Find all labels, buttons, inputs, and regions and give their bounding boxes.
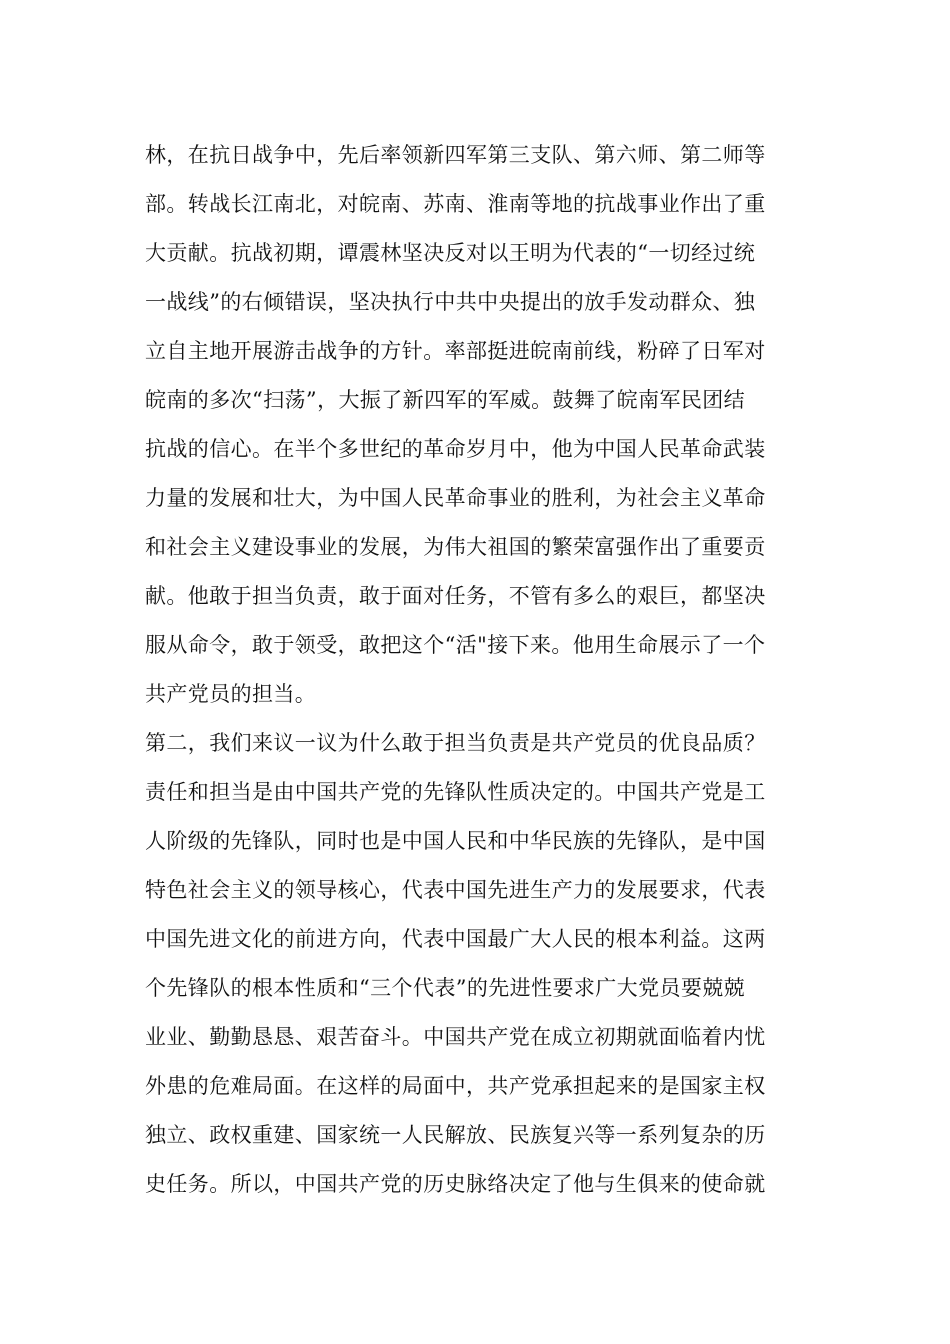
text-line: 立自主地开展游击战争的方针。率部挺进皖南前线，粉碎了日军对 bbox=[145, 339, 766, 363]
text-line: 力量的发展和壮大，为中国人民革命事业的胜利，为社会主义革命 bbox=[145, 486, 766, 510]
text-line: 共产党员的担当。 bbox=[145, 682, 317, 706]
text-line: 特色社会主义的领导核心，代表中国先进生产力的发展要求，代表 bbox=[145, 878, 766, 902]
text-line: 部。转战长江南北，对皖南、苏南、淮南等地的抗战事业作出了重 bbox=[145, 192, 766, 216]
text-line: 外患的危难局面。在这样的局面中，共产党承担起来的是国家主权 bbox=[145, 1074, 766, 1098]
text-line: 献。他敢于担当负责，敢于面对任务，不管有多么的艰巨，都坚决 bbox=[145, 584, 766, 608]
text-line: 皖南的多次“扫荡”，大振了新四军的军威。鼓舞了皖南军民团结 bbox=[145, 388, 746, 412]
text-line: 大贡献。抗战初期，谭震林坚决反对以王明为代表的“一切经过统 bbox=[145, 241, 756, 265]
text-line: 责任和担当是由中国共产党的先锋队性质决定的。中国共产党是工 bbox=[145, 780, 766, 804]
text-line: 中国先进文化的前进方向，代表中国最广大人民的根本利益。这两 bbox=[145, 927, 766, 951]
text-line: 个先锋队的根本性质和“三个代表”的先进性要求广大党员要兢兢 bbox=[145, 976, 746, 1000]
text-line: 一战线”的右倾错误，坚决执行中共中央提出的放手发动群众、独 bbox=[145, 290, 756, 314]
text-line: 史任务。所以，中国共产党的历史脉络决定了他与生俱来的使命就 bbox=[145, 1172, 766, 1196]
body-text bbox=[145, 131, 815, 1209]
text-line: 抗战的信心。在半个多世纪的革命岁月中，他为中国人民革命武装 bbox=[145, 437, 766, 461]
text-line: 业业、勤勤恳恳、艰苦奋斗。中国共产党在成立初期就面临着内忧 bbox=[145, 1025, 766, 1049]
text-line: 人阶级的先锋队，同时也是中国人民和中华民族的先锋队，是中国 bbox=[145, 829, 766, 853]
text-line: 服从命令，敢于领受，敢把这个“活"接下来。他用生命展示了一个 bbox=[145, 633, 766, 657]
text-line: 独立、政权重建、国家统一人民解放、民族复兴等一系列复杂的历 bbox=[145, 1123, 766, 1147]
text-line: 和社会主义建设事业的发展，为伟大祖国的繁荣富强作出了重要贡 bbox=[145, 535, 766, 559]
section-heading-line: 第二，我们来议一议为什么敢于担当负责是共产党员的优良品质？ bbox=[145, 731, 766, 755]
text-line: 林，在抗日战争中，先后率领新四军第三支队、第六师、第二师等 bbox=[145, 143, 766, 167]
